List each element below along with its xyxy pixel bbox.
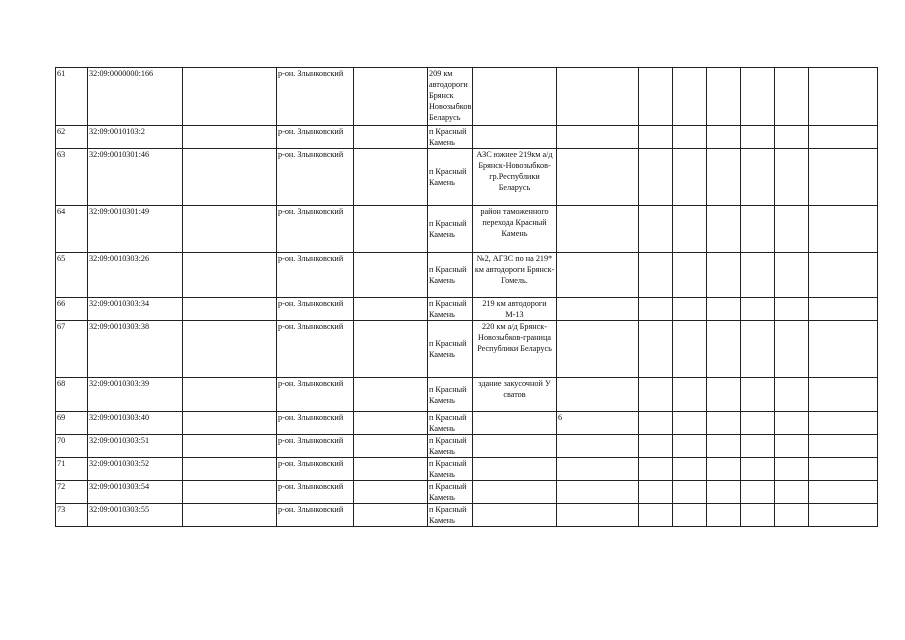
empty-cell [775,321,809,378]
extra-cell [557,206,639,253]
empty-cell [639,253,673,298]
empty-cell [183,435,277,458]
empty-cell [741,412,775,435]
row-number: 69 [56,412,88,435]
description-cell: №2, АГЗС по на 219* км автодороги Брянск-Гомель. [473,253,557,298]
empty-cell [775,412,809,435]
table-row [56,206,878,253]
empty-cell [183,458,277,481]
empty-cell [707,378,741,412]
location-cell: п Красный Камень [428,435,473,458]
cadastral-number: 32:09:0010303:40 [88,412,183,435]
cadastral-number: 32:09:0010303:54 [88,481,183,504]
extra-cell [557,504,639,527]
empty-cell [183,321,277,378]
location-cell: п Красный Камень [428,481,473,504]
empty-cell [354,206,428,253]
empty-cell [707,412,741,435]
empty-cell [741,481,775,504]
empty-cell [183,68,277,126]
empty-cell [809,481,878,504]
empty-cell [809,412,878,435]
empty-cell [741,378,775,412]
location-cell: п Красный Камень [428,412,473,435]
empty-cell [673,435,707,458]
empty-cell [354,412,428,435]
empty-cell [707,206,741,253]
empty-cell [354,253,428,298]
row-number: 61 [56,68,88,126]
empty-cell [639,298,673,321]
empty-cell [809,126,878,149]
empty-cell [673,126,707,149]
empty-cell [809,253,878,298]
extra-cell [557,298,639,321]
cadastral-number: 32:09:0010103:2 [88,126,183,149]
location-cell: п Красный Камень [428,504,473,527]
empty-cell [673,298,707,321]
empty-cell [354,435,428,458]
empty-cell [775,253,809,298]
region-cell: р-он. Злынковский [277,378,354,412]
description-cell [473,504,557,527]
table-row [56,321,878,378]
empty-cell [775,458,809,481]
cadastral-number: 32:09:0010303:51 [88,435,183,458]
location-cell: п Красный Камень [428,149,473,206]
row-number: 65 [56,253,88,298]
empty-cell [673,321,707,378]
empty-cell [639,412,673,435]
empty-cell [354,149,428,206]
region-cell: р-он. Злынковский [277,481,354,504]
empty-cell [809,206,878,253]
description-cell: 219 км автодороги М-13 [473,298,557,321]
description-cell [473,126,557,149]
region-cell: р-он. Злынковский [277,504,354,527]
description-cell: 220 км а/д Брянск-Новозыбков-граница Республики Беларусь [473,321,557,378]
empty-cell [707,481,741,504]
row-number: 62 [56,126,88,149]
empty-cell [639,126,673,149]
row-number: 72 [56,481,88,504]
extra-cell [557,126,639,149]
description-cell [473,412,557,435]
empty-cell [639,481,673,504]
empty-cell [741,68,775,126]
empty-cell [354,126,428,149]
empty-cell [183,412,277,435]
region-cell: р-он. Злынковский [277,412,354,435]
empty-cell [673,206,707,253]
row-number: 68 [56,378,88,412]
description-cell: здание закусочной У сватов [473,378,557,412]
empty-cell [639,68,673,126]
location-cell: 209 км автодороги Брянск Новозыбков Беларусь [428,68,473,126]
extra-cell [557,253,639,298]
empty-cell [183,504,277,527]
register-table [55,67,878,527]
empty-cell [673,378,707,412]
empty-cell [673,481,707,504]
empty-cell [183,481,277,504]
empty-cell [183,149,277,206]
description-cell [473,68,557,126]
extra-cell [557,378,639,412]
empty-cell [741,253,775,298]
table-row [56,149,878,206]
table-row [56,435,878,458]
empty-cell [673,68,707,126]
empty-cell [707,253,741,298]
region-cell: р-он. Злынковский [277,68,354,126]
region-cell: р-он. Злынковский [277,126,354,149]
location-cell: п Красный Камень [428,378,473,412]
cadastral-number: 32:09:0000000:166 [88,68,183,126]
row-number: 70 [56,435,88,458]
cadastral-number: 32:09:0010303:26 [88,253,183,298]
region-cell: р-он. Злынковский [277,253,354,298]
description-cell: АЗС южнее 219км а/д Брянск-Новозыбков-гр.Республики Беларусь [473,149,557,206]
location-cell: п Красный Камень [428,458,473,481]
empty-cell [354,378,428,412]
region-cell: р-он. Злынковский [277,206,354,253]
empty-cell [354,298,428,321]
table-row [56,481,878,504]
cadastral-number: 32:09:0010303:39 [88,378,183,412]
cadastral-number: 32:09:0010303:34 [88,298,183,321]
empty-cell [354,458,428,481]
empty-cell [183,378,277,412]
empty-cell [775,504,809,527]
empty-cell [775,435,809,458]
region-cell: р-он. Злынковский [277,321,354,378]
extra-cell [557,68,639,126]
empty-cell [741,298,775,321]
extra-cell [557,458,639,481]
row-number: 66 [56,298,88,321]
description-cell [473,458,557,481]
empty-cell [707,68,741,126]
table-row [56,126,878,149]
cadastral-number: 32:09:0010301:46 [88,149,183,206]
empty-cell [673,458,707,481]
register-table-body [56,68,878,527]
empty-cell [741,321,775,378]
empty-cell [707,126,741,149]
empty-cell [639,206,673,253]
description-cell [473,435,557,458]
empty-cell [707,504,741,527]
table-row [56,68,878,126]
empty-cell [809,149,878,206]
description-cell [473,481,557,504]
empty-cell [775,298,809,321]
empty-cell [809,298,878,321]
empty-cell [673,412,707,435]
empty-cell [639,321,673,378]
empty-cell [673,504,707,527]
table-row [56,378,878,412]
description-cell: район таможенного перехода Красный Камень [473,206,557,253]
empty-cell [707,149,741,206]
empty-cell [741,504,775,527]
empty-cell [775,378,809,412]
location-cell: п Красный Камень [428,321,473,378]
empty-cell [809,435,878,458]
region-cell: р-он. Злынковский [277,458,354,481]
empty-cell [741,206,775,253]
empty-cell [741,149,775,206]
row-number: 67 [56,321,88,378]
empty-cell [809,321,878,378]
empty-cell [741,458,775,481]
extra-cell [557,435,639,458]
empty-cell [354,481,428,504]
empty-cell [354,68,428,126]
empty-cell [183,206,277,253]
cadastral-number: 32:09:0010303:55 [88,504,183,527]
empty-cell [183,126,277,149]
extra-cell [557,321,639,378]
cadastral-number: 32:09:0010303:52 [88,458,183,481]
empty-cell [741,435,775,458]
empty-cell [183,298,277,321]
cadastral-number: 32:09:0010301:49 [88,206,183,253]
location-cell: п Красный Камень [428,206,473,253]
location-cell: п Красный Камень [428,126,473,149]
table-row [56,298,878,321]
empty-cell [809,68,878,126]
extra-cell: 6 [557,412,639,435]
empty-cell [775,481,809,504]
empty-cell [775,68,809,126]
empty-cell [639,504,673,527]
empty-cell [741,126,775,149]
row-number: 64 [56,206,88,253]
empty-cell [639,458,673,481]
empty-cell [639,378,673,412]
empty-cell [809,378,878,412]
extra-cell [557,149,639,206]
region-cell: р-он. Злынковский [277,435,354,458]
location-cell: п Красный Камень [428,253,473,298]
empty-cell [673,149,707,206]
location-cell: п Красный Камень [428,298,473,321]
empty-cell [639,435,673,458]
empty-cell [354,321,428,378]
empty-cell [775,126,809,149]
table-row [56,504,878,527]
region-cell: р-он. Злынковский [277,149,354,206]
empty-cell [707,298,741,321]
empty-cell [809,458,878,481]
empty-cell [707,321,741,378]
empty-cell [639,149,673,206]
region-cell: р-он. Злынковский [277,298,354,321]
row-number: 73 [56,504,88,527]
table-row [56,458,878,481]
empty-cell [673,253,707,298]
empty-cell [183,253,277,298]
table-row [56,253,878,298]
row-number: 63 [56,149,88,206]
empty-cell [809,504,878,527]
cadastral-number: 32:09:0010303:38 [88,321,183,378]
empty-cell [707,458,741,481]
empty-cell [707,435,741,458]
table-row [56,412,878,435]
extra-cell [557,481,639,504]
empty-cell [775,206,809,253]
empty-cell [354,504,428,527]
row-number: 71 [56,458,88,481]
empty-cell [775,149,809,206]
